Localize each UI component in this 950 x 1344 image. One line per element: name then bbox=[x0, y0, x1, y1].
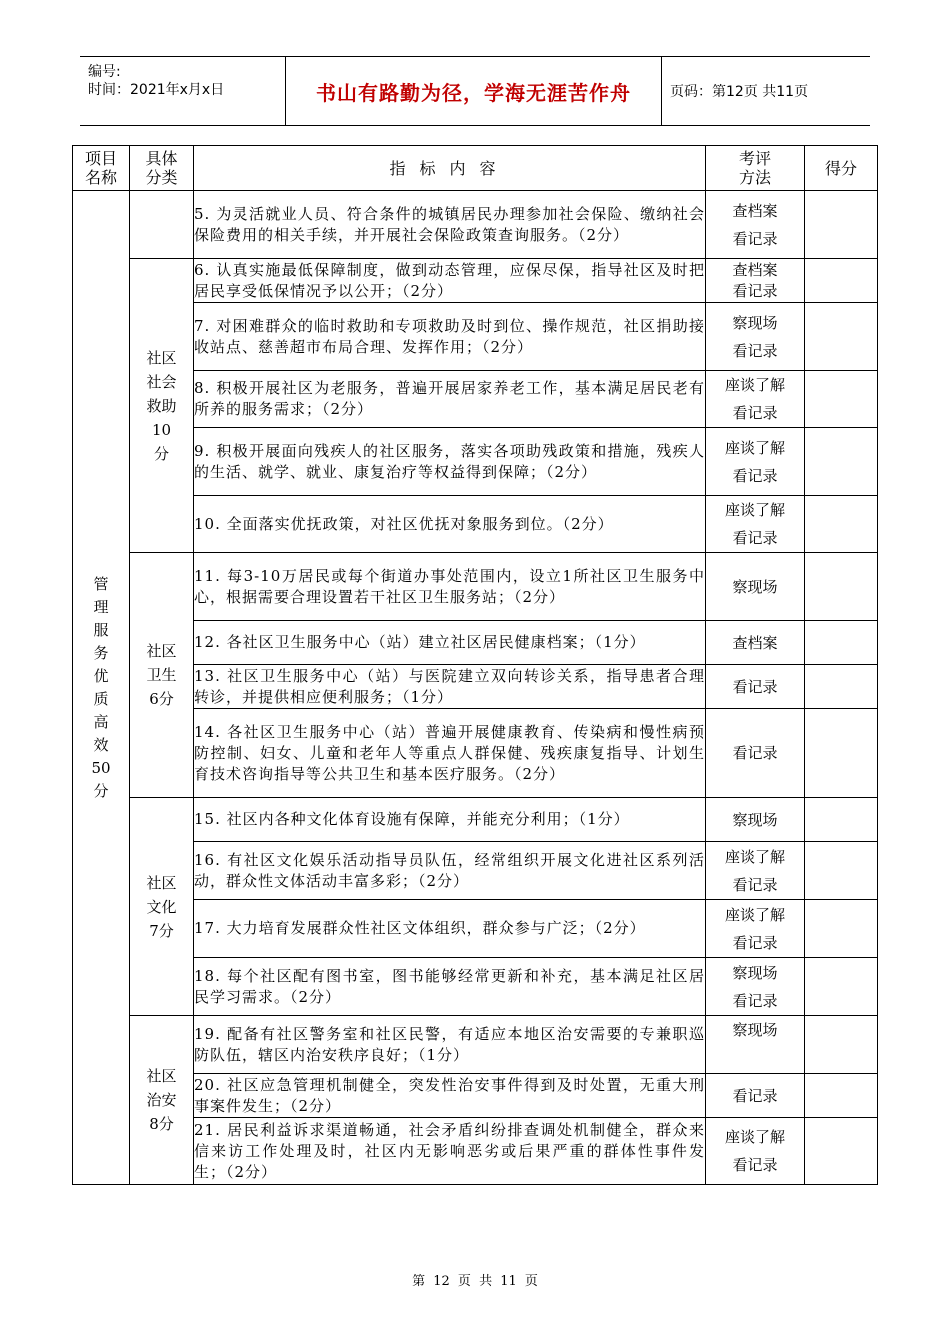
score-cell[interactable] bbox=[805, 428, 878, 496]
score-cell[interactable] bbox=[805, 1074, 878, 1118]
indicator-content: 20. 社区应急管理机制健全，突发性治安事件得到及时处置，无重大刑事案件发生；（2分） bbox=[194, 1074, 706, 1118]
method-item: 看记录 bbox=[732, 1156, 778, 1174]
table-row bbox=[73, 191, 878, 259]
score-cell[interactable] bbox=[805, 709, 878, 798]
indicator-content: 17. 大力培育发展群众性社区文体组织，群众参与广泛；（2分） bbox=[194, 900, 706, 958]
method-item: 座谈了解 bbox=[724, 376, 785, 394]
category-label: 社区卫生6分 bbox=[146, 642, 177, 708]
category-label: 社区治安8分 bbox=[146, 1067, 177, 1133]
header-category-line2: 分类 bbox=[145, 168, 178, 187]
method-cell bbox=[706, 496, 805, 553]
header-score: 得分 bbox=[805, 146, 878, 191]
header-project-line1: 项目 bbox=[84, 149, 117, 168]
table-row bbox=[73, 665, 878, 709]
method-item: 座谈了解 bbox=[724, 1128, 785, 1146]
score-cell[interactable] bbox=[805, 371, 878, 428]
method-item: 看记录 bbox=[732, 1086, 778, 1105]
table-row bbox=[73, 259, 878, 303]
table-row bbox=[73, 428, 878, 496]
method-item: 看记录 bbox=[732, 404, 778, 422]
score-cell[interactable] bbox=[805, 259, 878, 303]
indicator-content: 15. 社区内各种文化体育设施有保障，并能充分利用；（1分） bbox=[194, 798, 706, 842]
indicator-content: 11. 每3-10万居民或每个街道办事处范围内，设立1所社区卫生服务中心，根据需要合理设置若干社区卫生服务站；（2分） bbox=[194, 553, 706, 621]
project-label: 管理服务优质高效50分 bbox=[91, 574, 111, 800]
table-row bbox=[73, 621, 878, 665]
category-cell bbox=[130, 798, 194, 1016]
method-cell bbox=[706, 303, 805, 371]
score-cell[interactable] bbox=[805, 553, 878, 621]
method-item: 看记录 bbox=[732, 677, 778, 696]
header-motto: 书山有路勤为径，学海无涯苦作舟 bbox=[285, 57, 662, 125]
score-cell[interactable] bbox=[805, 191, 878, 259]
method-cell bbox=[706, 958, 805, 1016]
method-cell bbox=[706, 371, 805, 428]
header-method bbox=[706, 146, 805, 191]
score-cell[interactable] bbox=[805, 958, 878, 1016]
indicator-content: 8. 积极开展社区为老服务，普遍开展居家养老工作，基本满足居民老有所养的服务需求；（2分） bbox=[194, 371, 706, 428]
method-item: 看记录 bbox=[732, 744, 778, 762]
header-content-label: 指标内容 bbox=[389, 158, 510, 178]
method-item: 看记录 bbox=[732, 281, 778, 300]
table-row bbox=[73, 1118, 878, 1185]
indicator-content: 21. 居民利益诉求渠道畅通，社会矛盾纠纷排查调处机制健全，群众来信来访工作处理及时，社区内无影响恶劣或后果严重的群体性事件发生；（2分） bbox=[194, 1118, 706, 1185]
score-cell[interactable] bbox=[805, 665, 878, 709]
method-cell bbox=[706, 1074, 805, 1118]
table-row bbox=[73, 798, 878, 842]
indicator-content: 7. 对困难群众的临时救助和专项救助及时到位、操作规范，社区捐助接收站点、慈善超市布局合理、发挥作用；（2分） bbox=[194, 303, 706, 371]
indicator-content: 10. 全面落实优抚政策，对社区优抚对象服务到位。（2分） bbox=[194, 496, 706, 553]
method-cell bbox=[706, 428, 805, 496]
method-item: 看记录 bbox=[732, 875, 778, 894]
indicator-content: 9. 积极开展面向残疾人的社区服务，落实各项助残政策和措施，残疾人的生活、就学、就业、康复治疗等权益得到保障；（2分） bbox=[194, 428, 706, 496]
table-row bbox=[73, 1016, 878, 1074]
method-item: 察现场 bbox=[732, 577, 778, 596]
indicator-content: 14. 各社区卫生服务中心（站）普遍开展健康教育、传染病和慢性病预防控制、妇女、儿童和老年人等重点人群保健、残疾康复指导、计划生育技术咨询指导等公共卫生和基本医疗服务。（2分） bbox=[194, 709, 706, 798]
page-header bbox=[80, 56, 870, 126]
method-item: 查档案 bbox=[732, 260, 778, 279]
indicator-content: 12. 各社区卫生服务中心（站）建立社区居民健康档案；（1分） bbox=[194, 621, 706, 665]
method-item: 座谈了解 bbox=[724, 847, 785, 866]
header-page-info: 页码：第12页 共11页 bbox=[670, 84, 809, 100]
indicator-content: 13. 社区卫生服务中心（站）与医院建立双向转诊关系，指导患者合理转诊，并提供相应便利服务；（1分） bbox=[194, 665, 706, 709]
method-item: 察现场 bbox=[732, 963, 778, 982]
method-item: 察现场 bbox=[732, 1021, 778, 1039]
header-category-line1: 具体 bbox=[145, 149, 178, 168]
method-item: 看记录 bbox=[732, 466, 778, 485]
table-row bbox=[73, 496, 878, 553]
category-label: 社区文化7分 bbox=[146, 873, 177, 940]
category-label: 社区社会救助10分 bbox=[146, 348, 177, 463]
method-item: 查档案 bbox=[732, 633, 778, 652]
table-row bbox=[73, 709, 878, 798]
method-cell bbox=[706, 900, 805, 958]
method-item: 看记录 bbox=[732, 991, 778, 1010]
method-cell bbox=[706, 259, 805, 303]
method-item: 座谈了解 bbox=[724, 438, 785, 457]
score-cell[interactable] bbox=[805, 842, 878, 900]
method-item: 座谈了解 bbox=[724, 905, 785, 924]
table-row bbox=[73, 371, 878, 428]
method-cell bbox=[706, 842, 805, 900]
category-cell bbox=[130, 259, 194, 553]
method-cell bbox=[706, 1016, 805, 1074]
header-meta bbox=[88, 63, 224, 99]
method-cell bbox=[706, 1118, 805, 1185]
indicator-content: 18. 每个社区配有图书室，图书能够经常更新和补充，基本满足社区居民学习需求。（2分） bbox=[194, 958, 706, 1016]
method-item: 看记录 bbox=[732, 529, 778, 547]
method-cell bbox=[706, 709, 805, 798]
method-item: 看记录 bbox=[732, 933, 778, 952]
doc-time-label: 时间：2021年x月x日 bbox=[88, 82, 225, 98]
table-row bbox=[73, 842, 878, 900]
header-category bbox=[130, 146, 194, 191]
category-cell bbox=[130, 553, 194, 798]
category-cell bbox=[130, 191, 194, 259]
header-content bbox=[194, 146, 706, 191]
table-row bbox=[73, 1074, 878, 1118]
score-cell[interactable] bbox=[805, 1118, 878, 1185]
indicator-content: 19. 配备有社区警务室和社区民警，有适应本地区治安需要的专兼职巡防队伍，辖区内治安秩序良好；（1分） bbox=[194, 1016, 706, 1074]
table-row bbox=[73, 553, 878, 621]
method-cell bbox=[706, 553, 805, 621]
score-cell[interactable] bbox=[805, 798, 878, 842]
page-footer: 第 12 页 共 11 页 bbox=[412, 1274, 538, 1289]
table-row bbox=[73, 958, 878, 1016]
category-cell bbox=[130, 1016, 194, 1185]
method-cell bbox=[706, 798, 805, 842]
method-cell bbox=[706, 621, 805, 665]
method-item: 察现场 bbox=[732, 313, 778, 332]
header-project-line2: 名称 bbox=[84, 168, 117, 187]
method-cell bbox=[706, 665, 805, 709]
indicator-content: 16. 有社区文化娱乐活动指导员队伍，经常组织开展文化进社区系列活动，群众性文体活动丰富多彩；（2分） bbox=[194, 842, 706, 900]
method-item: 看记录 bbox=[732, 229, 778, 248]
method-cell bbox=[706, 191, 805, 259]
indicator-content: 6. 认真实施最低保障制度，做到动态管理，应保尽保，指导社区及时把居民享受低保情况予以公开；（2分） bbox=[194, 259, 706, 303]
table-header-row bbox=[73, 146, 878, 191]
score-cell[interactable] bbox=[805, 1016, 878, 1074]
doc-number-label: 编号: bbox=[88, 64, 121, 80]
table-row bbox=[73, 303, 878, 371]
evaluation-table bbox=[72, 145, 878, 1185]
method-item: 座谈了解 bbox=[724, 501, 785, 519]
score-cell[interactable] bbox=[805, 496, 878, 553]
score-cell[interactable] bbox=[805, 900, 878, 958]
header-method-line1: 考评 bbox=[738, 149, 771, 168]
project-cell bbox=[73, 191, 130, 1185]
header-project bbox=[73, 146, 130, 191]
score-cell[interactable] bbox=[805, 303, 878, 371]
indicator-content: 5. 为灵活就业人员、符合条件的城镇居民办理参加社会保险、缴纳社会保险费用的相关手续，并开展社会保险政策查询服务。（2分） bbox=[194, 191, 706, 259]
header-method-line2: 方法 bbox=[738, 168, 771, 187]
score-cell[interactable] bbox=[805, 621, 878, 665]
method-item: 察现场 bbox=[732, 810, 778, 829]
table-row bbox=[73, 900, 878, 958]
method-item: 看记录 bbox=[732, 341, 778, 360]
method-item: 查档案 bbox=[732, 201, 778, 220]
